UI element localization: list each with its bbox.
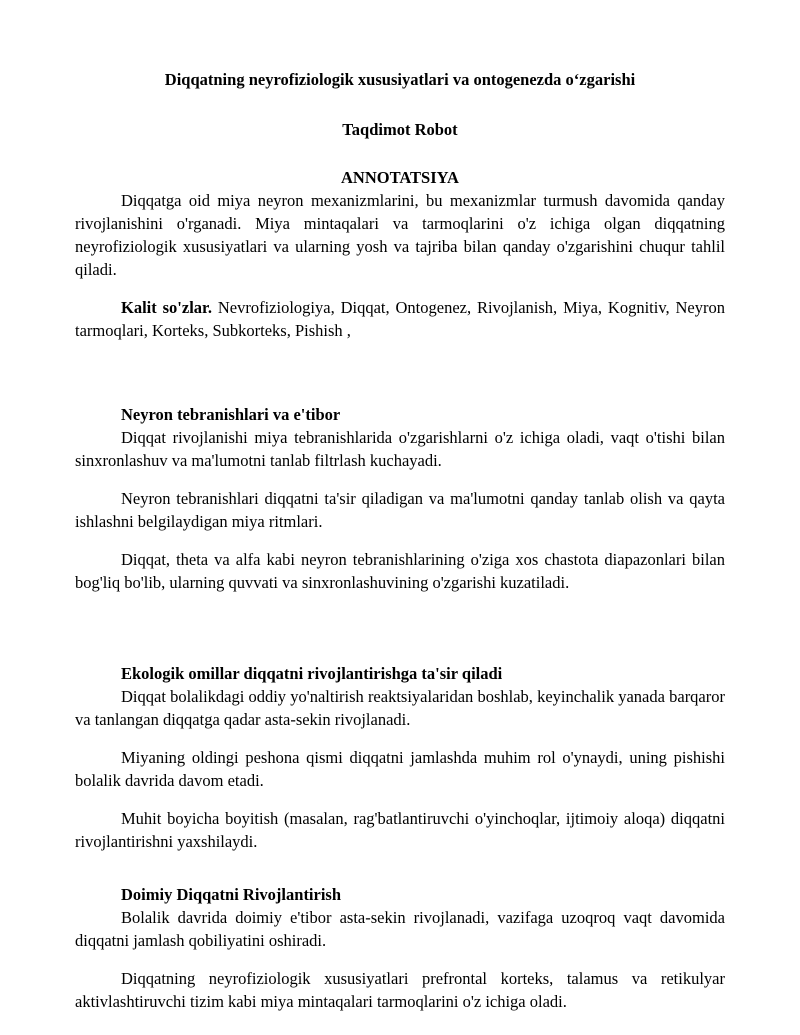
- section-2: [75, 662, 725, 853]
- keywords-paragraph: [75, 296, 725, 342]
- section-paragraph: Diqqatning neyrofiziologik xususiyatlari prefrontal korteks, talamus va retikulyar aktivlashtiruvchi tizim kabi miya mintaqalari tarmoqlarini o'z ichiga oladi.: [75, 969, 725, 1011]
- document-author: Taqdimot Robot: [342, 120, 458, 139]
- keywords-list: Nevrofiziologiya, Diqqat, Ontogenez, Rivojlanish, Miya, Kognitiv, Neyron tarmoqlari, Korteks, Subkorteks, Pishish ,: [75, 298, 725, 340]
- section-paragraph: Miyaning oldingi peshona qismi diqqatni jamlashda muhim rol o'ynaydi, uning pishishi bolalik davrida davom etadi.: [75, 748, 725, 790]
- section-paragraph: Neyron tebranishlari diqqatni ta'sir qiladigan va ma'lumotni qanday tanlab olish va qayta ishlashni belgilaydigan miya ritmlari.: [75, 489, 725, 531]
- section-heading: Neyron tebranishlari va e'tibor: [121, 405, 341, 424]
- section-paragraph: Diqqat, theta va alfa kabi neyron tebranishlarining o'ziga xos chastota diapazonlari bilan bog'liq bo'lib, ularning quvvati va sinxronlashuvining o'zgarishi kuzatiladi.: [75, 550, 725, 592]
- section-heading: Ekologik omillar diqqatni rivojlantirishga ta'sir qiladi: [121, 664, 503, 683]
- keywords-label: Kalit so'zlar.: [121, 298, 212, 317]
- annotation-block: [75, 189, 725, 342]
- section-paragraph: Diqqat rivojlanishi miya tebranishlarida o'zgarishlarni o'z ichiga oladi, vaqt o'tishi bilan sinxronlashuv va ma'lumotni tanlab filtrlash kuchayadi.: [75, 428, 725, 470]
- section-paragraph: Bolalik davrida doimiy e'tibor asta-sekin rivojlanadi, vazifaga uzoqroq vaqt davomida diqqatni jamlash qobiliyatini oshiradi.: [75, 908, 725, 950]
- annotation-heading: ANNOTATSIYA: [341, 168, 459, 187]
- section-3: [75, 883, 725, 1013]
- section-paragraph: Muhit boyicha boyitish (masalan, rag'batlantiruvchi o'yinchoqlar, ijtimoiy aloqa) diqqatni rivojlantirishni yaxshilaydi.: [75, 809, 725, 851]
- section-paragraph: Diqqat bolalikdagi oddiy yo'naltirish reaktsiyalaridan boshlab, keyinchalik yanada barqaror va tanlangan diqqatga qadar asta-sekin rivojlanadi.: [75, 687, 725, 729]
- document-title: Diqqatning neyrofiziologik xususiyatlari va ontogenezda o‘zgarishi: [164, 70, 636, 89]
- section-heading: Doimiy Diqqatni Rivojlantirish: [121, 885, 342, 904]
- annotation-text: Diqqatga oid miya neyron mexanizmlarini, bu mexanizmlar turmush davomida qanday rivojlanishini o'rganadi. Miya mintaqalari va tarmoqlarini o'z ichiga olgan diqqatning neyrofiziologik xususiyatlari va ularning yosh va tajriba bilan qanday o'zgarishini chuqur tahlil qiladi.: [75, 191, 725, 279]
- section-1: [75, 403, 725, 594]
